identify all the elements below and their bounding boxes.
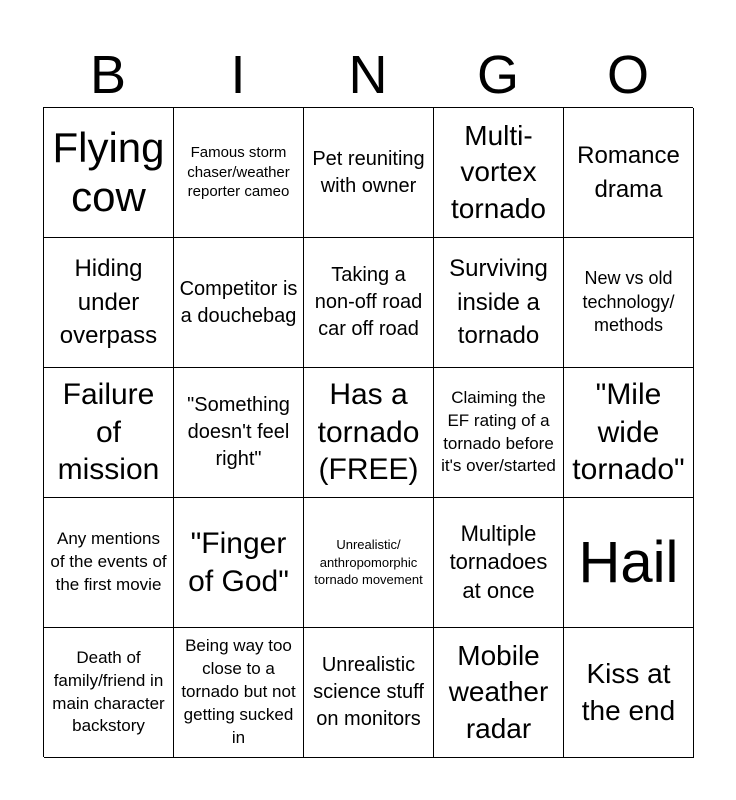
bingo-cell-r3-c2[interactable]: "Something doesn't feel right" [174, 368, 304, 498]
bingo-cell-r2-c1[interactable]: Hiding under overpass [44, 238, 174, 368]
header-letter-n: N [348, 45, 388, 105]
bingo-cell-r5-c4[interactable]: Mobile weather radar [434, 628, 564, 758]
bingo-cell-r1-c5[interactable]: Romance drama [564, 108, 694, 238]
bingo-cell-r3-c3[interactable]: Has a tornado (FREE) [304, 368, 434, 498]
bingo-cell-r3-c4[interactable]: Claiming the EF rating of a tornado before it's over/started [434, 368, 564, 498]
header-letter-g: G [476, 45, 519, 105]
header-letter-b: B [89, 45, 127, 105]
bingo-cell-r4-c2[interactable]: "Finger of God" [174, 498, 304, 628]
bingo-cell-r1-c4[interactable]: Multi-vortex tornado [434, 108, 564, 238]
bingo-cell-r3-c5[interactable]: "Mile wide tornado" [564, 368, 694, 498]
bingo-cell-r4-c5[interactable]: Hail [564, 498, 694, 628]
bingo-cell-r2-c4[interactable]: Surviving inside a tornado [434, 238, 564, 368]
bingo-cell-r2-c5[interactable]: New vs old technology/ methods [564, 238, 694, 368]
bingo-cell-r1-c3[interactable]: Pet reuniting with owner [304, 108, 434, 238]
bingo-cell-r5-c1[interactable]: Death of family/friend in main character backstory [44, 628, 174, 758]
bingo-cell-r1-c1[interactable]: Flying cow [44, 108, 174, 238]
bingo-cell-r5-c3[interactable]: Unrealistic science stuff on monitors [304, 628, 434, 758]
bingo-header [43, 44, 693, 106]
bingo-board [43, 107, 693, 757]
header-letter-o: O [606, 45, 649, 105]
bingo-cell-r3-c1[interactable]: Failure of mission [44, 368, 174, 498]
bingo-cell-r5-c2[interactable]: Being way too close to a tornado but not getting sucked in [174, 628, 304, 758]
bingo-cell-r4-c3[interactable]: Unrealistic/ anthropomorphic tornado movement [304, 498, 434, 628]
bingo-cell-r1-c2[interactable]: Famous storm chaser/weather reporter cameo [174, 108, 304, 238]
header-letter-i: I [230, 45, 246, 105]
bingo-cell-r2-c2[interactable]: Competitor is a douchebag [174, 238, 304, 368]
bingo-cell-r2-c3[interactable]: Taking a non-off road car off road [304, 238, 434, 368]
bingo-cell-r4-c1[interactable]: Any mentions of the events of the first movie [44, 498, 174, 628]
bingo-cell-r5-c5[interactable]: Kiss at the end [564, 628, 694, 758]
bingo-cell-r4-c4[interactable]: Multiple tornadoes at once [434, 498, 564, 628]
